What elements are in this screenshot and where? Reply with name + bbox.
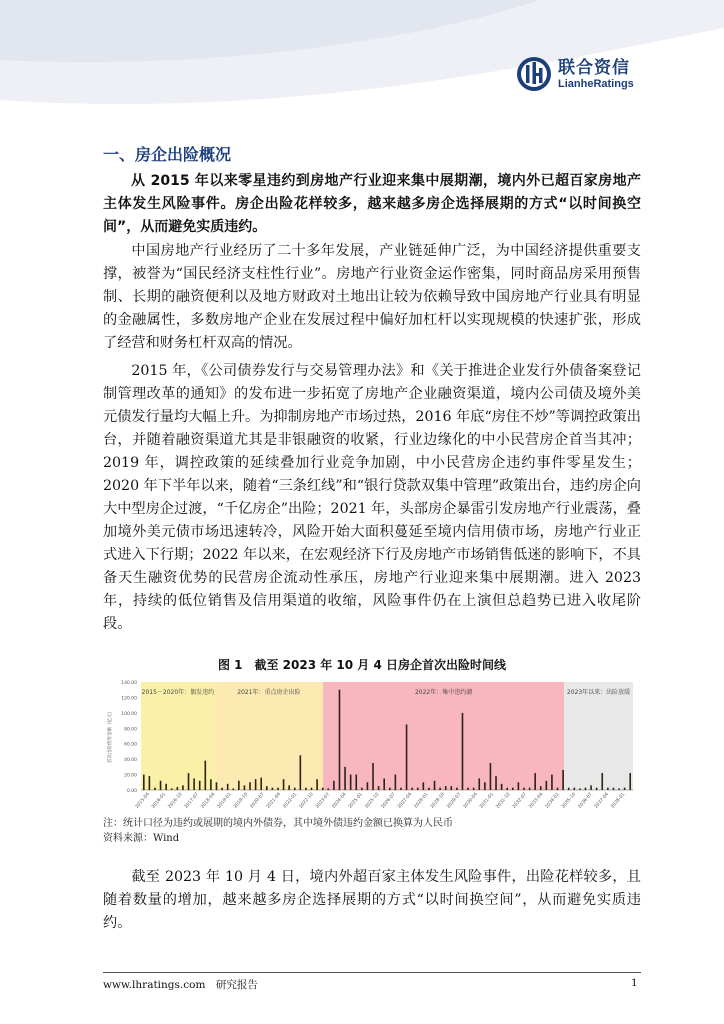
bar	[277, 788, 279, 790]
bar	[579, 788, 581, 790]
x-tick-label: 2035-10	[561, 792, 578, 810]
bar	[361, 788, 363, 790]
bar	[462, 713, 464, 790]
bar	[573, 788, 575, 790]
bar	[417, 788, 419, 790]
bar	[199, 781, 201, 790]
bar	[333, 781, 335, 790]
bar	[344, 767, 346, 790]
bar	[339, 690, 341, 790]
bar	[406, 724, 408, 790]
bar	[557, 788, 559, 790]
x-tick-label: 2029-07	[446, 792, 463, 810]
x-tick-label: 2023-07	[315, 792, 332, 810]
bar	[568, 788, 570, 790]
bar	[160, 781, 162, 790]
bar	[305, 788, 307, 790]
bar	[473, 788, 475, 790]
bar	[534, 773, 536, 790]
phase-band	[323, 682, 564, 790]
bar	[490, 763, 492, 790]
x-tick-label: 2032-07	[512, 792, 528, 810]
x-tick-label: 2024-04	[331, 792, 348, 810]
y-tick-label: 140.00	[121, 681, 137, 686]
bar	[255, 779, 257, 790]
bar	[546, 781, 548, 790]
bar	[629, 773, 631, 790]
bar	[171, 788, 173, 790]
bar	[300, 755, 302, 790]
bar	[585, 788, 587, 790]
x-tick-label: 2038-01	[610, 792, 627, 810]
x-tick-label: 2022-10	[298, 792, 315, 810]
bar	[551, 775, 553, 790]
x-tick-label: 2027-04	[397, 792, 414, 810]
bar	[283, 779, 285, 790]
bar	[518, 782, 520, 790]
bar	[216, 782, 218, 790]
bar	[467, 788, 469, 790]
footer-site: www.lhratings.com 研究报告	[103, 979, 258, 991]
bar	[484, 782, 486, 790]
bar	[316, 779, 318, 790]
phase-label: 2023年以来：出险放缓	[566, 689, 631, 696]
lead-paragraph: 从 2015 年以来零星违约到房地产行业迎来集中展期潮，境内外已超百家房地产主体发生风险事件。房企出险花样较多，越来越多房企选择展期的方式“以时间换空间”，从而避免实质违约。	[103, 173, 641, 235]
phase-band	[141, 682, 215, 790]
bar	[350, 775, 352, 790]
x-tick-label: 2016-01	[151, 792, 168, 810]
bar	[450, 786, 452, 790]
bar	[204, 761, 206, 790]
risk-timeline-chart	[103, 678, 643, 816]
bar	[478, 778, 480, 790]
bar	[596, 788, 598, 790]
x-tick-label: 2021-04	[266, 792, 282, 810]
x-tick-label: 2028-10	[430, 792, 446, 810]
bar	[562, 770, 564, 790]
y-tick-label: 60.00	[124, 742, 137, 748]
y-tick-label: 20.00	[124, 773, 137, 779]
page-number: 1	[631, 977, 638, 989]
x-tick-label: 2019-10	[233, 792, 250, 810]
y-tick-label: 120.00	[121, 696, 137, 702]
bar	[143, 775, 145, 790]
bar	[506, 788, 508, 790]
x-tick-label: 2015-04	[134, 792, 151, 810]
bar	[188, 773, 190, 790]
bar	[613, 788, 615, 790]
paragraph-summary: 截至 2023 年 10 月 4 日，境内外超百家主体发生风险事件，出险花样较多，且随着数量的增加，越来越多房企选择展期的方式“以时间换空间”，从而避免实质违约。	[103, 869, 641, 931]
bar	[456, 788, 458, 790]
x-tick-label: 2019-01	[216, 792, 233, 810]
bar	[355, 775, 357, 790]
x-tick-label: 2020-07	[249, 792, 266, 810]
logo-chinese-name: 联合资信	[558, 57, 630, 78]
bar	[601, 773, 603, 790]
x-tick-label: 2022-01	[282, 792, 299, 810]
company-logo	[516, 56, 634, 92]
bar	[238, 781, 240, 790]
bar	[221, 788, 223, 790]
x-tick-label: 2017-07	[184, 792, 200, 810]
section-title: 一、房企出险概况	[103, 145, 232, 164]
lianhe-logo-icon	[516, 56, 552, 92]
bar	[149, 776, 151, 790]
bar	[210, 779, 212, 790]
figure-note: 注：统计口径为违约或展期的境内外债券，其中境外债违约金额已换算为人民币	[103, 818, 453, 829]
bar	[529, 788, 531, 790]
bar	[232, 788, 234, 790]
bar	[434, 781, 436, 790]
bar	[294, 788, 296, 790]
y-tick-label: 0.00	[126, 789, 137, 794]
bar	[395, 775, 397, 790]
bar	[512, 788, 514, 790]
bar	[244, 785, 246, 790]
bar	[389, 788, 391, 790]
bar	[590, 785, 592, 790]
bar	[540, 786, 542, 790]
phase-label: 2015－2020年：偶发违约	[141, 689, 215, 696]
bar	[327, 788, 329, 790]
x-tick-label: 2018-04	[200, 792, 217, 810]
bar	[378, 786, 380, 790]
bar	[193, 778, 195, 790]
bar	[439, 788, 441, 790]
y-axis-label: 首次出险债券金额（亿元）	[108, 709, 113, 763]
bar	[177, 787, 179, 790]
bar	[618, 788, 620, 790]
x-tick-label: 2016-10	[167, 792, 184, 810]
bar	[311, 788, 313, 790]
x-tick-label: 2037-04	[594, 792, 610, 810]
bar	[165, 784, 167, 790]
x-tick-label: 2026-07	[380, 792, 397, 810]
y-tick-label: 100.00	[121, 711, 137, 717]
bar	[260, 778, 262, 790]
bar	[367, 782, 369, 790]
paragraph-risk-history: 2015 年，《公司债券发行与交易管理办法》和《关于推进企业发行外债备案登记制管理改革的通知》的发布进一步拓宽了房地产企业融资渠道，境内公司债及境外美元债发行量均大幅上升。为抑制房地产市场过热，2016 年底“房住不炒”等调控政策出台，并随着融资渠道尤其是非银融资的收紧，行业边缘化的中小民营房企首当其冲；2019 年，调控政策的延续叠加行业竞争加剧，中小民营房企违约事件零星发生；2020 年下半年以来，随着“三条红线”和“银行贷款双集中管理”政策出台，违约房企向大中型房企过渡，“千亿房企”出险；2021 年，头部房企暴雷引发房地产行业震荡，叠加境外美元债市场迅速转冷，风险开始大面积蔓延至境内信用债市场，房地产行业正式进入下行期；2022 年以来，在宏观经济下行及房地产市场销售低迷的影响下，不具备天生融资优势的民营房企流动性承压，房地产行业迎来集中展期潮。进入 2023 年，持续的低位销售及信用渠道的收缩，风险事件仍在上演但总趋势已进入收尾阶段。	[103, 363, 641, 632]
x-tick-label: 2033-04	[528, 792, 545, 810]
x-tick-label: 2030-04	[462, 792, 479, 810]
bar	[607, 788, 609, 790]
x-tick-label: 2031-01	[479, 792, 496, 810]
bar	[445, 786, 447, 790]
bar	[227, 784, 229, 790]
x-tick-label: 2025-10	[364, 792, 381, 810]
paragraph-industry-background: 中国房地产行业经历了二十多年发展，产业链延伸广泛，为中国经济提供重要支撑，被誉为“国民经济支柱性行业”。房地产行业资金运作密集，同时商品房采用预售制、长期的融资便利以及地方财政对土地出让较为依赖导致中国房地产行业具有明显的金融属性，多数房地产企业在发展过程中偏好加杠杆以实现规模的快速扩张，形成了经营和财务杠杆双高的情况。	[103, 243, 641, 351]
bar	[428, 788, 430, 790]
bar	[182, 785, 184, 790]
bar	[495, 776, 497, 790]
bar	[249, 782, 251, 790]
phase-label: 2021年：重点房企出险	[237, 689, 301, 696]
x-tick-label: 2036-07	[577, 792, 594, 810]
bar	[523, 788, 525, 790]
y-tick-label: 40.00	[124, 758, 137, 764]
phase-label: 2022年：集中违约潮	[414, 689, 473, 696]
x-tick-label: 2028-01	[413, 792, 430, 810]
bar	[383, 778, 385, 790]
bar	[400, 788, 402, 790]
x-tick-label: 2034-01	[544, 792, 561, 810]
bar	[288, 785, 290, 790]
bar	[411, 788, 413, 790]
logo-english-name: LianheRatings	[558, 77, 634, 90]
footer-divider	[103, 972, 641, 973]
figure-title: 图 1 截至 2023 年 10 月 4 日房企首次出险时间线	[217, 658, 507, 672]
x-tick-label: 2031-10	[495, 792, 512, 810]
phase-band	[564, 682, 633, 790]
bar	[272, 788, 274, 790]
bar	[266, 786, 268, 790]
bar	[501, 784, 503, 790]
figure-source: 资料来源：Wind	[103, 833, 180, 844]
bar	[372, 763, 374, 790]
bar	[322, 788, 324, 790]
phase-band	[215, 682, 323, 790]
y-tick-label: 80.00	[124, 727, 137, 733]
bar	[624, 788, 626, 790]
bar	[423, 782, 425, 790]
x-tick-label: 2025-01	[348, 792, 364, 810]
bar	[154, 788, 156, 790]
